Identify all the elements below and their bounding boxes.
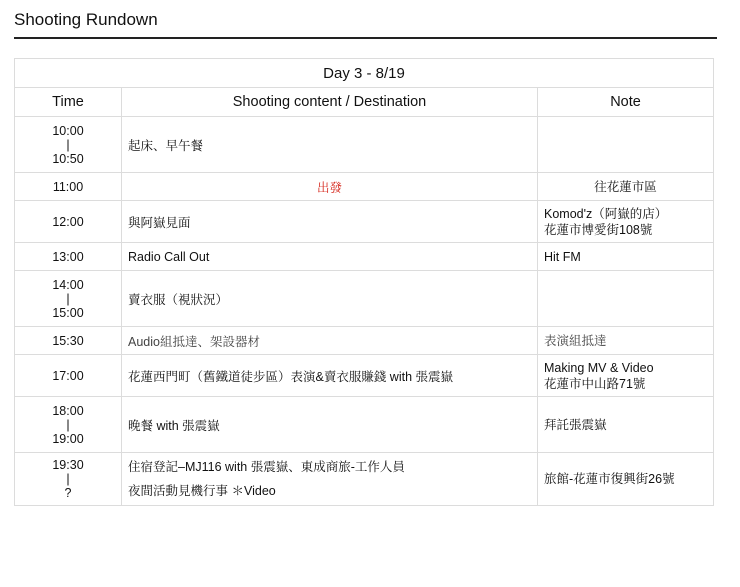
- content-text: 與阿嶽見面: [128, 215, 191, 230]
- time-start: 14:00: [52, 277, 84, 292]
- time-separator: |: [66, 472, 70, 486]
- content-text: 花蓮西門町（舊鐵道徒步區）表演&賣衣服賺錢 with 張震嶽: [128, 369, 454, 384]
- content-cell: [122, 173, 538, 201]
- note-text: Making MV & Video: [544, 360, 654, 375]
- table-row: [15, 173, 714, 201]
- time-start: 12:00: [52, 214, 84, 229]
- table-row: [15, 201, 714, 243]
- table-row: [15, 327, 714, 355]
- note-text: 往花蓮市區: [594, 179, 657, 194]
- content-cell: [122, 271, 538, 327]
- column-header-note: Note: [538, 88, 714, 117]
- content-text: 晚餐 with 張震嶽: [128, 418, 220, 433]
- note-cell: [538, 327, 714, 355]
- note-text: 旅館-花蓮市復興街26號: [544, 472, 675, 486]
- time-cell: [15, 173, 122, 201]
- note-text: Hit FM: [544, 249, 581, 264]
- note-cell: [538, 117, 714, 173]
- content-text: 住宿登記–MJ116 with 張震嶽、東成商旅-工作人員: [128, 460, 405, 474]
- time-separator: |: [66, 417, 70, 432]
- time-cell: [15, 201, 122, 243]
- note-text: Komod'z（阿嶽的店）: [544, 206, 668, 221]
- note-text: 拜託張震嶽: [544, 417, 607, 432]
- content-cell: [122, 327, 538, 355]
- table-row: [15, 243, 714, 271]
- time-cell: [15, 397, 122, 453]
- time-end: 19:00: [52, 431, 84, 446]
- rundown-table: [14, 58, 714, 506]
- content-text: 夜間活動見機行事 ＊Video: [128, 484, 276, 498]
- table-row: [15, 271, 714, 327]
- content-text: 起床、早午餐: [128, 138, 204, 153]
- content-cell: [122, 397, 538, 453]
- note-cell: [538, 397, 714, 453]
- content-text-highlight: 出發: [316, 180, 342, 195]
- note-address: 花蓮市博愛街108號: [544, 222, 653, 237]
- time-start: 15:30: [52, 333, 84, 348]
- time-start: 13:00: [52, 249, 84, 264]
- note-cell: [538, 173, 714, 201]
- table-row: [15, 397, 714, 453]
- time-start: 17:00: [52, 368, 84, 383]
- content-text: Radio Call Out: [128, 249, 210, 264]
- time-separator: |: [66, 137, 70, 152]
- content-cell: [122, 201, 538, 243]
- note-text: 表演組抵達: [544, 333, 607, 348]
- time-cell: [15, 327, 122, 355]
- table-row: [15, 355, 714, 397]
- table-row: [15, 453, 714, 506]
- content-text: 賣衣服（視狀況）: [128, 292, 229, 307]
- note-cell: [538, 453, 714, 506]
- time-end: 15:00: [52, 305, 84, 320]
- time-cell: [15, 355, 122, 397]
- column-header-content: Shooting content / Destination: [122, 88, 538, 117]
- time-end: 10:50: [52, 151, 84, 166]
- note-cell: [538, 271, 714, 327]
- note-cell: [538, 243, 714, 271]
- page-title: Shooting Rundown: [14, 10, 158, 29]
- title-divider: [14, 37, 717, 39]
- time-start: 19:30: [52, 458, 84, 472]
- time-separator: |: [66, 291, 70, 306]
- time-cell: [15, 453, 122, 506]
- time-start: 18:00: [52, 403, 84, 418]
- content-cell: [122, 453, 538, 506]
- content-cell: [122, 117, 538, 173]
- note-address: 花蓮市中山路71號: [544, 376, 646, 391]
- time-end: ?: [64, 486, 72, 500]
- content-cell: [122, 355, 538, 397]
- table-row: [15, 117, 714, 173]
- content-text: Audio組抵達、架設器材: [128, 334, 260, 349]
- content-cell: [122, 243, 538, 271]
- note-cell: [538, 355, 714, 397]
- column-header-time: Time: [15, 88, 122, 117]
- time-cell: [15, 243, 122, 271]
- time-cell: [15, 117, 122, 173]
- day-header: Day 3 - 8/19: [15, 59, 714, 88]
- time-cell: [15, 271, 122, 327]
- time-start: 10:00: [52, 123, 84, 138]
- time-start: 11:00: [52, 179, 84, 194]
- note-cell: [538, 201, 714, 243]
